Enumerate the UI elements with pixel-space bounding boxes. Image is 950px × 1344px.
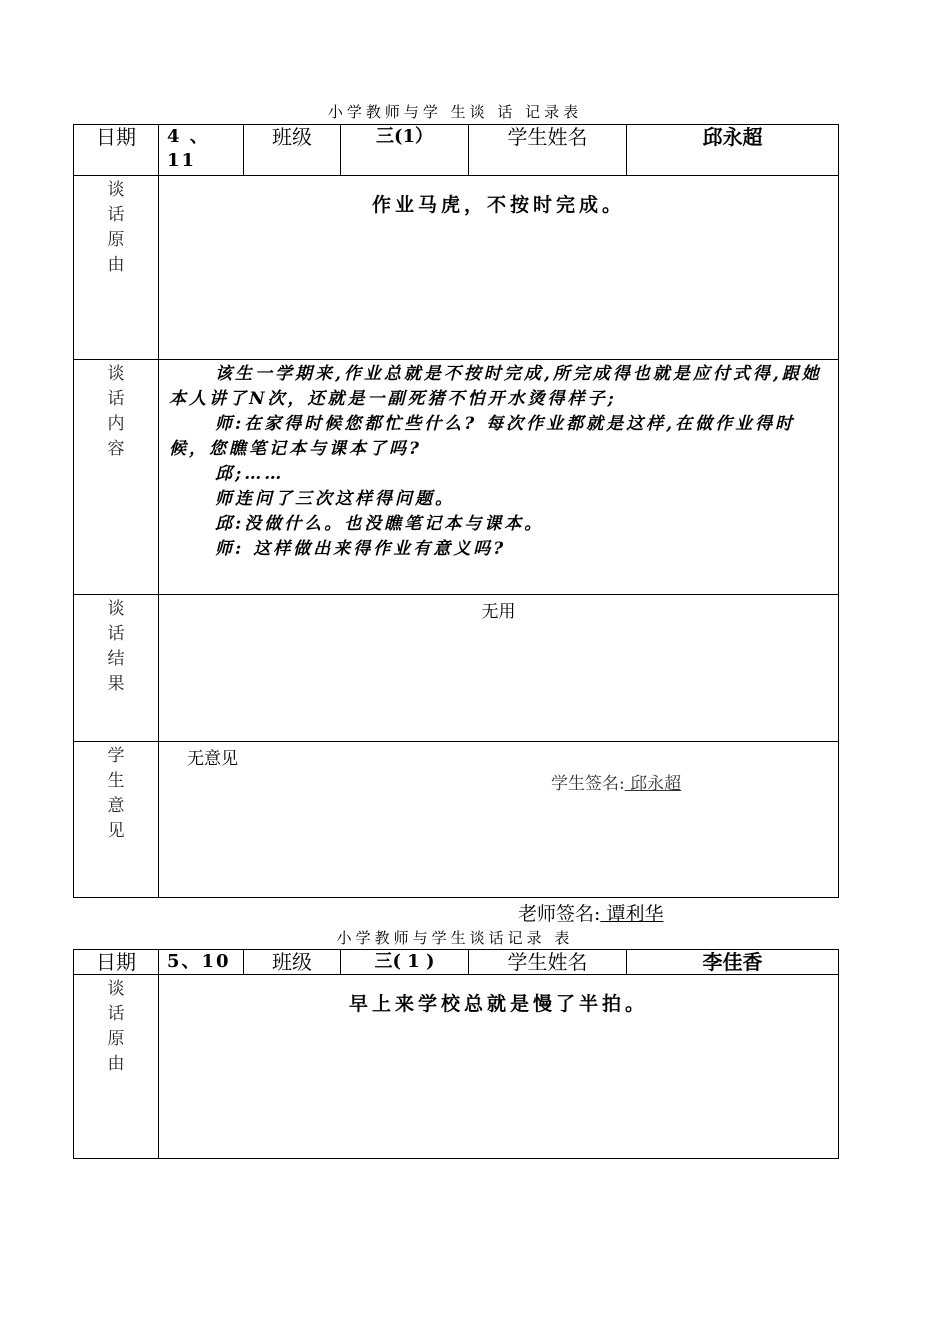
teacher-signature-label: 老师签名: [518,903,601,925]
reason-row [74,176,839,360]
content-line: 师:在家得时候您都忙些什么? 每次作业都就是这样,在做作业得时候，您瞧笔记本与课本了吗? [169,414,796,459]
content-line: 该生一学期来,作业总就是不按时完成,所完成得也就是应付式得,跟她本人讲了N次，还就是一副死猪不怕开水烫得样子; [169,364,822,409]
content-label: 谈 话 内 容 [74,360,159,595]
student-signature-label: 学生签名: [551,774,625,794]
record-2-header-row [74,950,839,975]
student-name: 李佳香 [627,950,839,975]
result-row [74,595,839,742]
result-label: 谈 话 结 果 [74,595,159,742]
opinion-label: 学 生 意 见 [74,742,159,898]
record-1-title: 小学教师与学 生谈 话 记录表 [327,103,583,121]
class-label: 班级 [244,125,341,176]
content-line: 师连问了三次这样得问题。 [215,489,455,509]
date-label: 日期 [74,125,159,176]
result-text: 无用 [159,595,839,742]
content-row [74,360,839,595]
record-1-table [73,124,839,898]
record-2-title: 小学教师与学生谈话记录 表 [336,929,574,947]
content-text [159,360,839,595]
reason-label: 谈 话 原 由 [74,975,159,1159]
reason-text: 作业马虎，不按时完成。 [159,176,839,360]
date-label: 日期 [74,950,159,975]
record-2-table [73,949,839,1159]
record-1-header-row [74,125,839,176]
student-signature [551,769,737,794]
reason-text: 早上来学校总就是慢了半拍。 [159,975,839,1159]
reason-row [74,975,839,1159]
opinion-text: 无意见 [187,749,238,769]
class-value: 三( 1 ) [341,950,469,975]
student-name-label: 学生姓名 [469,125,627,176]
class-value: 三(1） [341,125,469,176]
content-line: 师: 这样做出来得作业有意义吗? [215,539,507,559]
class-label: 班级 [244,950,341,975]
student-signature-name: 邱永超 [624,774,682,794]
content-line: 邱;…… [215,464,285,484]
reason-label: 谈 话 原 由 [74,176,159,360]
teacher-signature-name: 谭利华 [600,903,664,925]
teacher-signature [518,899,685,926]
date-value: 4 、 11 [159,125,244,176]
opinion-row [74,742,839,898]
opinion-cell [159,742,839,898]
student-name: 邱永超 [627,125,839,176]
date-value: 5、10 [159,950,244,975]
content-line: 邱:没做什么。也没瞧笔记本与课本。 [215,514,545,534]
student-name-label: 学生姓名 [469,950,627,975]
